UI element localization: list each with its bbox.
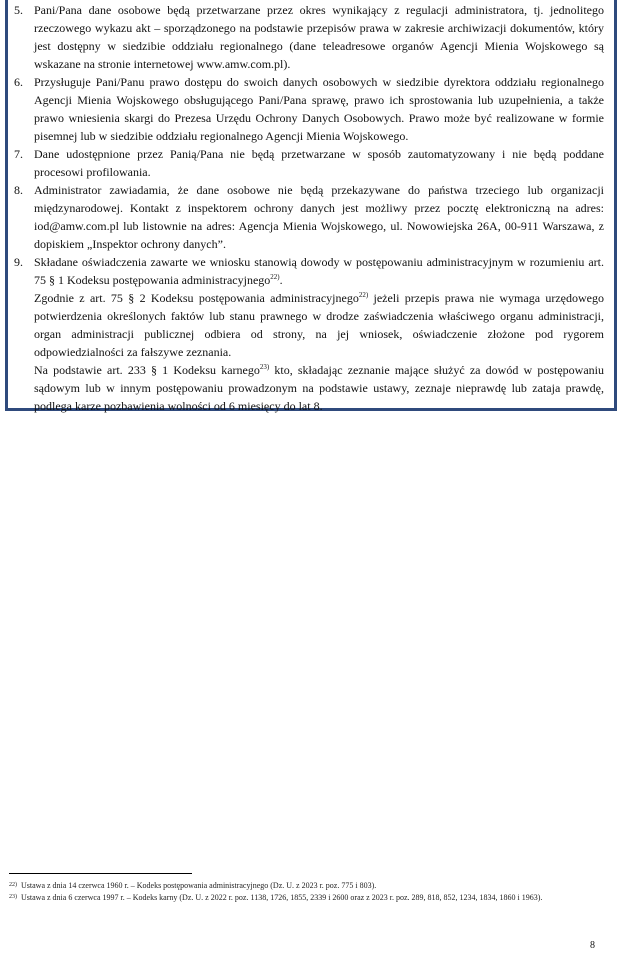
list-item-number: 7.: [14, 147, 23, 161]
list-item-text: Administrator zawiadamia, że dane osobowe nie będą przekazywane do państwa trzeciego lub organizacji międzynarodowej. Kontakt z inspektorem ochrony danych jest możliwy przez pocztę elektroniczną na adres: iod@amw.com.pl lub listownie na adres: Agencja Mienia Wojskowego, ul. Nowowiejska 26A, 00-911 Warszawa, z dopiskiem „Inspektor ochrony danych”.: [34, 183, 604, 251]
footnote-text: Ustawa z dnia 6 czerwca 1997 r. – Kodeks karny (Dz. U. z 2022 r. poz. 1138, 1726, 1855, 2339 i 2600 oraz z 2023 r. poz. 289, 818, 852, 1234, 1834, 1860 i 1963).: [21, 893, 543, 902]
list-item: [14, 181, 604, 253]
statement-text: Składane oświadczenia zawarte we wniosku stanowią dowody w postępowaniu administracyjnym w rozumieniu art. 75 § 1 Kodeksu postępowania administracyjnego: [34, 255, 604, 287]
footnotes: [9, 880, 609, 904]
information-clause-box: [5, 0, 617, 411]
page-number: 8: [590, 940, 595, 951]
legal-basis-text-continued: jeżeli przepis prawa nie wymaga urzędowego potwierdzenia określonych faktów lub stanu prawnego w drodze zaświadczenia właściwego organu administracji, organ administracji publicznej odbiera od strony, na jej wniosek, oświadczenie złożone pod rygorem odpowiedzialności za fałszywe zeznania.: [34, 291, 604, 359]
list-item: [14, 145, 604, 181]
footnote-mark: 22): [9, 882, 17, 888]
penal-code-text: Na podstawie art. 233 § 1 Kodeksu karnego: [34, 363, 260, 377]
list-item-number: 9.: [14, 255, 23, 269]
list-item-text: Przysługuje Pani/Panu prawo dostępu do swoich danych osobowych w siedzibie dyrektora oddziału regionalnego Agencji Mienia Wojskowego obsługującego Pani/Pana sprawę, prawo ich sprostowania lub uzupełnienia, a także prawo wniesienia skargi do Prezesa Urzędu Ochrony Danych Osobowych. Prawo może być realizowane w formie pisemnej lub w siedzibie oddziału regionalnego Agencji Mienia Wojskowego.: [34, 75, 604, 143]
statement-paragraph: [34, 253, 604, 289]
legal-basis-paragraph: [34, 289, 604, 361]
footnote: [9, 892, 609, 904]
footnote: [9, 880, 609, 892]
legal-basis-text: Zgodnie z art. 75 § 2 Kodeksu postępowania administracyjnego: [34, 291, 359, 305]
list-item-number: 6.: [14, 75, 23, 89]
statement-end: .: [279, 273, 283, 287]
footnote-reference: 22): [270, 273, 280, 281]
footnote-separator: [9, 873, 192, 874]
list-item-number: 8.: [14, 183, 23, 197]
list-item: [14, 1, 604, 73]
penal-code-text-continued: kto, składając zeznanie mające służyć za dowód w postępowaniu sądowym lub w innym postępowaniu prowadzonym na podstawie ustawy, zeznaje nieprawdę lub zataja prawdę, podlega karze pozbawienia wolności od 6 miesięcy do lat 8.: [34, 363, 604, 413]
list-item: [14, 73, 604, 145]
list-item-number: 5.: [14, 3, 23, 17]
footnote-reference: 23): [259, 363, 270, 371]
list-item: [14, 253, 604, 415]
footnote-text: Ustawa z dnia 14 czerwca 1960 r. – Kodeks postępowania administracyjnego (Dz. U. z 2023 r. poz. 775 i 803).: [21, 881, 377, 890]
footnote-mark: 23): [9, 894, 17, 900]
list-item-text: Pani/Pana dane osobowe będą przetwarzane przez okres wynikający z regulacji administratora, tj. jednolitego rzeczowego wykazu akt – sporządzonego na podstawie przepisów prawa w zakresie archiwizacji dokumentów, który jest dostępny w siedzibie oddziału regionalnego (dane teleadresowe organów Agencji Mienia Wojskowego są wskazane na stronie internetowej www.amw.com.pl).: [34, 3, 604, 71]
footnote-reference: 22): [358, 291, 369, 299]
list-item-text: [34, 253, 604, 415]
penal-code-paragraph: [34, 361, 604, 415]
list-item-text: Dane udostępnione przez Panią/Pana nie będą przetwarzane w sposób zautomatyzowany i nie będą poddane procesowi profilowania.: [34, 147, 604, 179]
